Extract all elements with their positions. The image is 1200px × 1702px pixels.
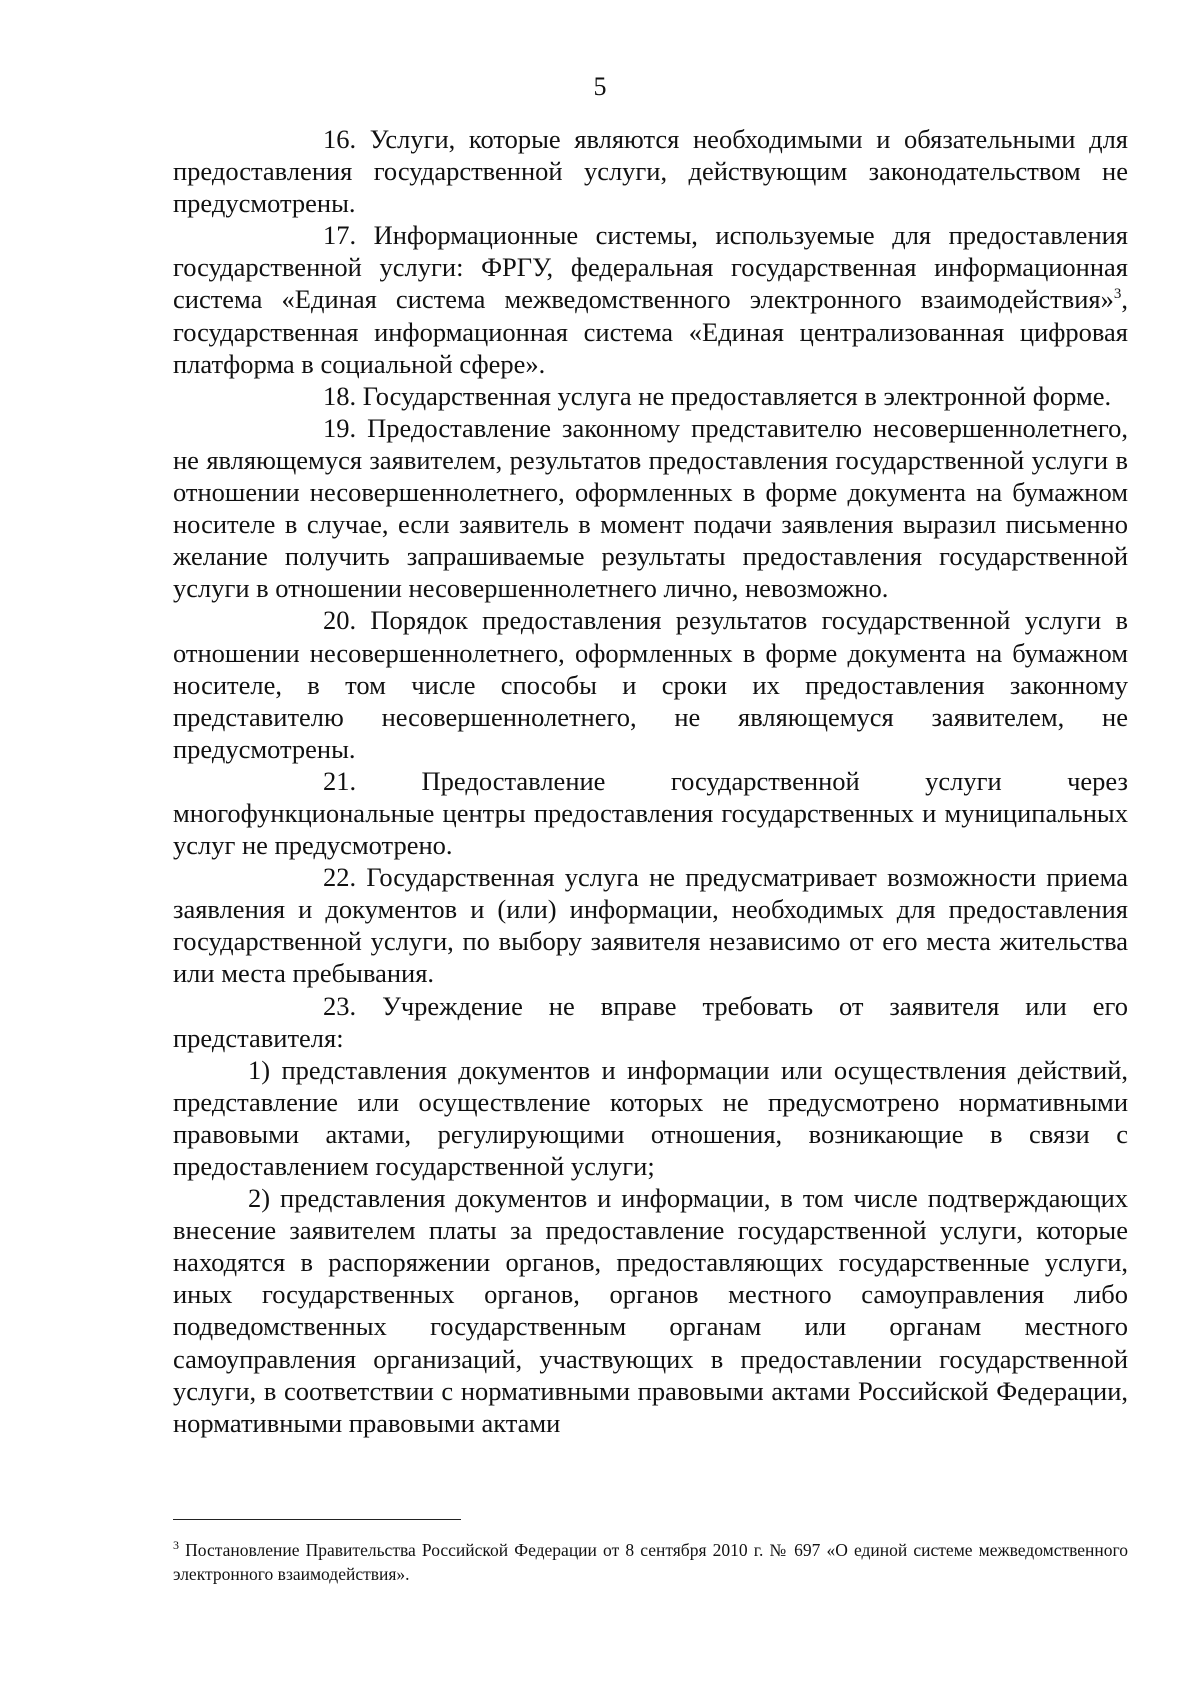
paragraph-number: 21. [323, 765, 357, 796]
paragraph-22 [173, 861, 1128, 989]
paragraph-text: Информационные системы, используемые для предоставления государственной услуги: ФРГУ, федеральная государственная информационная система «Единая система межведомственного электронного взаимодействия» [173, 220, 1128, 315]
footnote-reference: 3 [1113, 286, 1122, 303]
footnote-divider [173, 1519, 461, 1520]
paragraph-text: Учреждение не вправе требовать от заявителя или его представителя: [173, 990, 1128, 1053]
paragraph-number: 18. [323, 380, 357, 411]
paragraph-20 [173, 604, 1128, 764]
paragraph-number: 20. [323, 605, 357, 636]
paragraph-text-continued: , государственная информационная система «Единая централизованная цифровая платформа в социальной сфере». [173, 284, 1128, 379]
paragraph-text: Предоставление законному представителю несовершеннолетнего, не являющемуся заявителем, результатов предоставления государственной услуги в отношении несовершеннолетнего, оформленных в форме документа на бумажном носителе в случае, если заявитель в момент подачи заявления выразил письменно желание получить запрашиваемые результаты предоставления государственной услуги в отношении несовершеннолетнего лично, невозможно. [173, 412, 1129, 604]
footnote [173, 1538, 1128, 1586]
paragraph-18 [173, 380, 1128, 412]
subitem-number: 1) [248, 1054, 271, 1085]
footnote-text: Постановление Правительства Российской Федерации от 8 сентября 2010 г. № 697 «О единой системе межведомственного электронного взаимодействия». [173, 1540, 1129, 1584]
paragraph-21 [173, 765, 1128, 861]
paragraph-text: Предоставление государственной услуги через многофункциональные центры предоставления государственных и муниципальных услуг не предусмотрено. [173, 765, 1128, 861]
paragraph-23 [173, 990, 1128, 1054]
subitem-2 [173, 1182, 1128, 1439]
page-number: 5 [593, 72, 607, 101]
paragraph-number: 17. [323, 220, 357, 251]
footnote-mark: 3 [173, 1538, 179, 1553]
paragraph-text: Государственная услуга не предоставляется в электронной форме. [362, 380, 1112, 411]
paragraph-19 [173, 412, 1128, 605]
subitem-text: представления документов и информации или осуществления действий, представление или осуществление которых не предусмотрено нормативными правовыми актами, регулирующими отношения, возникающие в связи с предоставлением государственной услуги; [173, 1054, 1128, 1181]
paragraph-text: Услуги, которые являются необходимыми и обязательными для предоставления государственной услуги, действующим законодательством не предусмотрены. [173, 124, 1128, 219]
paragraph-text: Государственная услуга не предусматривает возможности приема заявления и документов и (или) информации, необходимых для предоставления государственной услуги, по выбору заявителя независимо от его места жительства или места пребывания. [173, 862, 1128, 989]
paragraph-17 [173, 219, 1128, 379]
paragraph-number: 23. [323, 990, 357, 1021]
paragraph-number: 16. [323, 124, 357, 154]
subitem-1 [173, 1054, 1128, 1182]
document-body [173, 123, 1128, 1439]
paragraph-number: 19. [323, 412, 357, 443]
paragraph-number: 22. [323, 862, 357, 893]
subitem-number: 2) [248, 1183, 271, 1214]
paragraph-16 [173, 123, 1128, 219]
paragraph-text: Порядок предоставления результатов государственной услуги в отношении несовершеннолетнего, оформленных в форме документа на бумажном носителе, в том числе способы и сроки их предоставления законному представителю несовершеннолетнего, не являющемуся заявителем, не предусмотрены. [173, 605, 1129, 764]
subitem-text: представления документов и информации, в том числе подтверждающих внесение заявителем платы за предоставление государственной услуги, которые находятся в распоряжении органов, предоставляющих государственные услуги, иных государственных органов, органов местного самоуправления либо подведомственных государственным органам или органам местного самоуправления организаций, участвующих в предоставлении государственной услуги, в соответствии с нормативными правовыми актами Российской Федерации, нормативными правовыми актами [173, 1183, 1129, 1438]
